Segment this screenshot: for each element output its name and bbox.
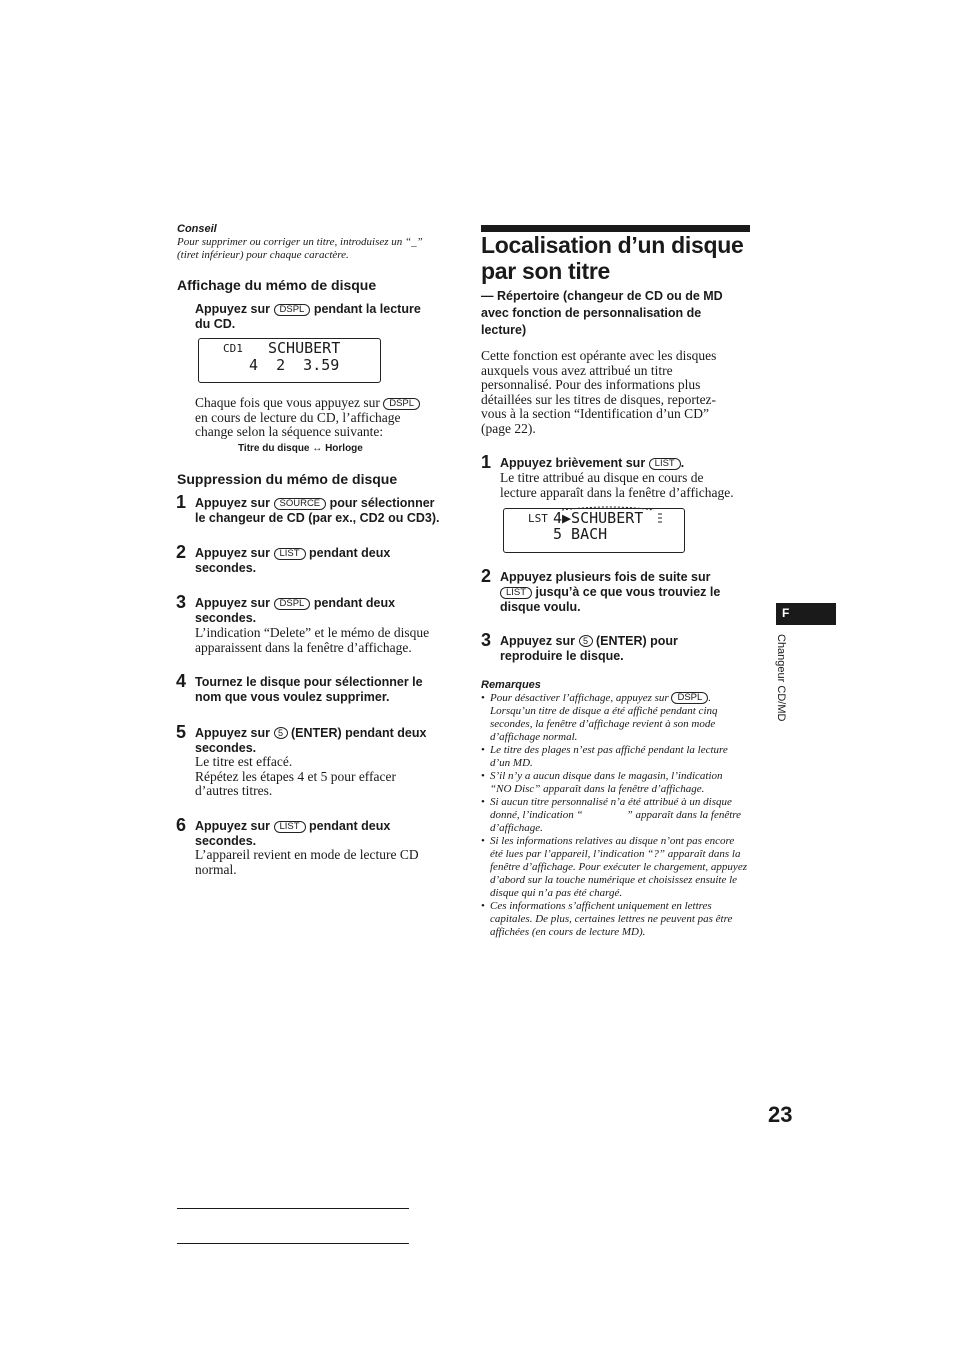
list-button: LIST — [500, 587, 532, 599]
instruction-text: nom que vous voulez supprimer. — [195, 690, 390, 704]
step-instruction — [500, 634, 760, 664]
remark-text: disque qui n’a pas été chargé. — [490, 887, 623, 899]
step-number: 1 — [481, 452, 492, 472]
display-body — [195, 396, 455, 440]
instruction-text: (ENTER) pour — [595, 634, 678, 648]
title-line: Localisation d’un disque — [481, 232, 744, 258]
tip-line: (tiret inférieur) pour chaque caractère. — [177, 249, 349, 261]
body-text: lecture apparaît dans la fenêtre d’affichage. — [500, 484, 734, 500]
instruction-text: le changeur de CD (par ex., CD2 ou CD3). — [195, 511, 440, 525]
double-arrow-icon: ↔ — [312, 443, 323, 454]
instruction-text: (ENTER) pendant deux — [290, 726, 427, 740]
footer-rule — [177, 1208, 409, 1209]
intro-paragraph — [481, 349, 756, 437]
lcd-track: 4 2 3.59 — [249, 356, 340, 374]
side-tab-letter: F — [782, 606, 790, 620]
list-item — [481, 744, 753, 770]
remark-text: “NO Disc” apparaît dans la fenêtre d’affichage. — [490, 783, 705, 795]
side-tab-label: Changeur CD/MD — [775, 634, 787, 722]
body-text: Chaque fois que vous appuyez sur — [195, 395, 380, 410]
instruction-text: Appuyez sur — [195, 596, 271, 610]
remark-text: d’affichage normal. — [490, 731, 578, 743]
sequence-item: Horloge — [325, 443, 363, 454]
tip-line: Pour supprimer ou corriger un titre, introduisez un “_” — [177, 236, 423, 248]
lcd-line-1: 4▶SCHUBERT — [553, 509, 644, 527]
subtitle-line: avec fonction de personnalisation de — [481, 306, 702, 320]
remark-text: • Si les informations relatives au disque n’ont pas encore — [490, 835, 735, 847]
instruction-text: Appuyez sur — [195, 496, 271, 510]
remarks-list — [481, 692, 753, 939]
remark-text: été lues par l’appareil, l’indication “?” apparaît dans la — [490, 848, 741, 860]
body-text: L’appareil revient en mode de lecture CD — [195, 847, 419, 862]
lcd-title: SCHUBERT — [268, 339, 341, 357]
list-item — [481, 835, 753, 900]
tip-text — [177, 236, 423, 262]
body-text: auxquels vous avez attribué un titre — [481, 362, 673, 378]
instruction-text: . — [680, 456, 685, 470]
list-button: LIST — [274, 548, 306, 560]
lcd-display-list — [503, 508, 685, 553]
step-instruction — [195, 726, 460, 756]
body-text: normal. — [195, 861, 237, 877]
dspl-button: DSPL — [383, 398, 420, 410]
step-number: 2 — [176, 542, 187, 562]
step-number: 6 — [176, 815, 187, 835]
instruction-text: Appuyez sur — [195, 302, 271, 316]
tip-title: Conseil — [177, 223, 217, 235]
remark-text: fenêtre d’affichage. Pour exécuter le chargement, appuyez — [490, 861, 747, 873]
number-5-button: 5 — [579, 635, 593, 647]
list-item — [481, 900, 753, 939]
instruction-text: Appuyez sur — [195, 546, 271, 560]
step-number: 4 — [176, 671, 187, 691]
remark-text: secondes, la fenêtre d’affichage revient à son mode — [490, 718, 716, 730]
remark-text: d’abord sur la touche numérique et choisissez ensuite le — [490, 874, 738, 886]
list-button: LIST — [649, 458, 681, 470]
remark-text: • S’il n’y a aucun disque dans le magasin, l’indication — [490, 770, 723, 782]
display-instruction — [195, 302, 450, 332]
body-text: apparaissent dans la fenêtre d’affichage. — [195, 639, 412, 655]
remark-text: d’affichage. — [490, 822, 543, 834]
list-item — [481, 796, 753, 835]
body-text: Le titre attribué au disque en cours de — [500, 470, 704, 485]
lcd-mode: CD1 — [223, 342, 243, 355]
page-number: 23 — [768, 1102, 793, 1127]
step-instruction — [500, 570, 760, 615]
remark-text: Lorsqu’un titre de disque a été affiché pendant cinq — [490, 705, 718, 717]
step-body — [500, 471, 760, 500]
list-item — [481, 692, 753, 744]
page-title — [481, 232, 743, 284]
instruction-text: Appuyez plusieurs fois de suite sur — [500, 570, 711, 584]
step-instruction — [195, 496, 460, 526]
subtitle-line: — Répertoire (changeur de CD ou de MD — [481, 289, 723, 303]
body-text: Le titre est effacé. — [195, 754, 293, 769]
footer-rule — [177, 1243, 409, 1244]
blink-marks-icon — [554, 506, 664, 532]
step-instruction — [195, 546, 460, 576]
instruction-text: du CD. — [195, 317, 236, 331]
step-body — [195, 848, 460, 877]
instruction-text: pendant la lecture — [313, 302, 421, 316]
sequence-item: Titre du disque — [238, 443, 310, 454]
instruction-text: Tournez le disque pour sélectionner le — [195, 675, 423, 689]
instruction-text: Appuyez sur — [195, 726, 271, 740]
remark-text: • Ces informations s’affichent uniquement en lettres — [490, 900, 712, 912]
step-body — [195, 755, 460, 799]
remarks-title: Remarques — [481, 679, 541, 691]
number-5-button: 5 — [274, 727, 288, 739]
instruction-text: secondes. — [195, 834, 257, 848]
source-button: SOURCE — [274, 498, 327, 510]
section-heading-delete: Suppression du mémo de disque — [177, 471, 398, 487]
remark-text: affichées (en cours de lecture MD). — [490, 926, 646, 938]
instruction-text: secondes. — [195, 561, 257, 575]
remark-text: • Le titre des plages n’est pas affiché pendant la lecture — [490, 744, 728, 756]
dspl-button: DSPL — [671, 692, 708, 704]
body-text: en cours de lecture du CD, l’affichage — [195, 409, 401, 425]
remark-text: Pour désactiver l’affichage, appuyez sur — [490, 692, 669, 704]
instruction-text: Appuyez brièvement sur — [500, 456, 646, 470]
list-item — [481, 770, 753, 796]
step-instruction — [195, 675, 460, 705]
body-text: Cette fonction est opérante avec les disques — [481, 348, 717, 363]
step-instruction — [195, 819, 460, 849]
title-rule — [481, 225, 750, 232]
side-tab — [776, 603, 836, 625]
remark-text: d’un MD. — [490, 757, 533, 769]
step-instruction — [500, 456, 760, 471]
instruction-text: jusqu’à ce que vous trouviez le — [535, 585, 721, 599]
remark-text: donné, l’indication “ ” apparaît dans la fenêtre — [490, 809, 742, 821]
instruction-text: secondes. — [195, 741, 257, 755]
body-text: change selon la séquence suivante: — [195, 424, 384, 440]
body-text: Répétez les étapes 4 et 5 pour effacer — [195, 768, 397, 784]
step-body — [195, 626, 460, 655]
body-text: d’autres titres. — [195, 783, 273, 799]
step-number: 3 — [176, 592, 187, 612]
dspl-button: DSPL — [274, 598, 311, 610]
instruction-text: pendant deux — [309, 546, 391, 560]
step-number: 2 — [481, 566, 492, 586]
remark-text: . — [708, 692, 712, 704]
subtitle-line: lecture) — [481, 323, 527, 337]
remark-text: capitales. De plus, certaines lettres ne peuvent pas être — [490, 913, 733, 925]
step-number: 3 — [481, 630, 492, 650]
instruction-text: disque voulu. — [500, 600, 581, 614]
instruction-text: Appuyez sur — [500, 634, 576, 648]
instruction-text: pendant deux — [313, 596, 396, 610]
body-text: détaillées sur les titres de disques, reportez- — [481, 391, 717, 407]
step-number: 5 — [176, 722, 187, 742]
body-text: (page 22). — [481, 420, 536, 436]
list-button: LIST — [274, 821, 306, 833]
page-subtitle — [481, 288, 723, 339]
instruction-text: pendant deux — [309, 819, 391, 833]
body-text: L’indication “Delete” et le mémo de disque — [195, 625, 430, 640]
instruction-text: pour sélectionner — [329, 496, 435, 510]
lcd-line-2: 5 BACH — [553, 525, 608, 543]
instruction-text: Appuyez sur — [195, 819, 271, 833]
dspl-button: DSPL — [274, 304, 311, 316]
lcd-mode: LST — [528, 512, 548, 525]
title-line: par son titre — [481, 258, 611, 284]
display-sequence — [238, 443, 363, 454]
body-text: vous à la section “Identification d’un CD” — [481, 406, 709, 422]
lcd-display-cd — [198, 338, 381, 383]
section-heading-display: Affichage du mémo de disque — [177, 277, 377, 293]
step-number: 1 — [176, 492, 187, 512]
step-instruction — [195, 596, 460, 626]
instruction-text: reproduire le disque. — [500, 649, 624, 663]
instruction-text: secondes. — [195, 611, 257, 625]
remark-text: • Si aucun titre personnalisé n’a été attribué à un disque — [490, 796, 732, 808]
body-text: personnalisé. Pour des informations plus — [481, 377, 701, 393]
